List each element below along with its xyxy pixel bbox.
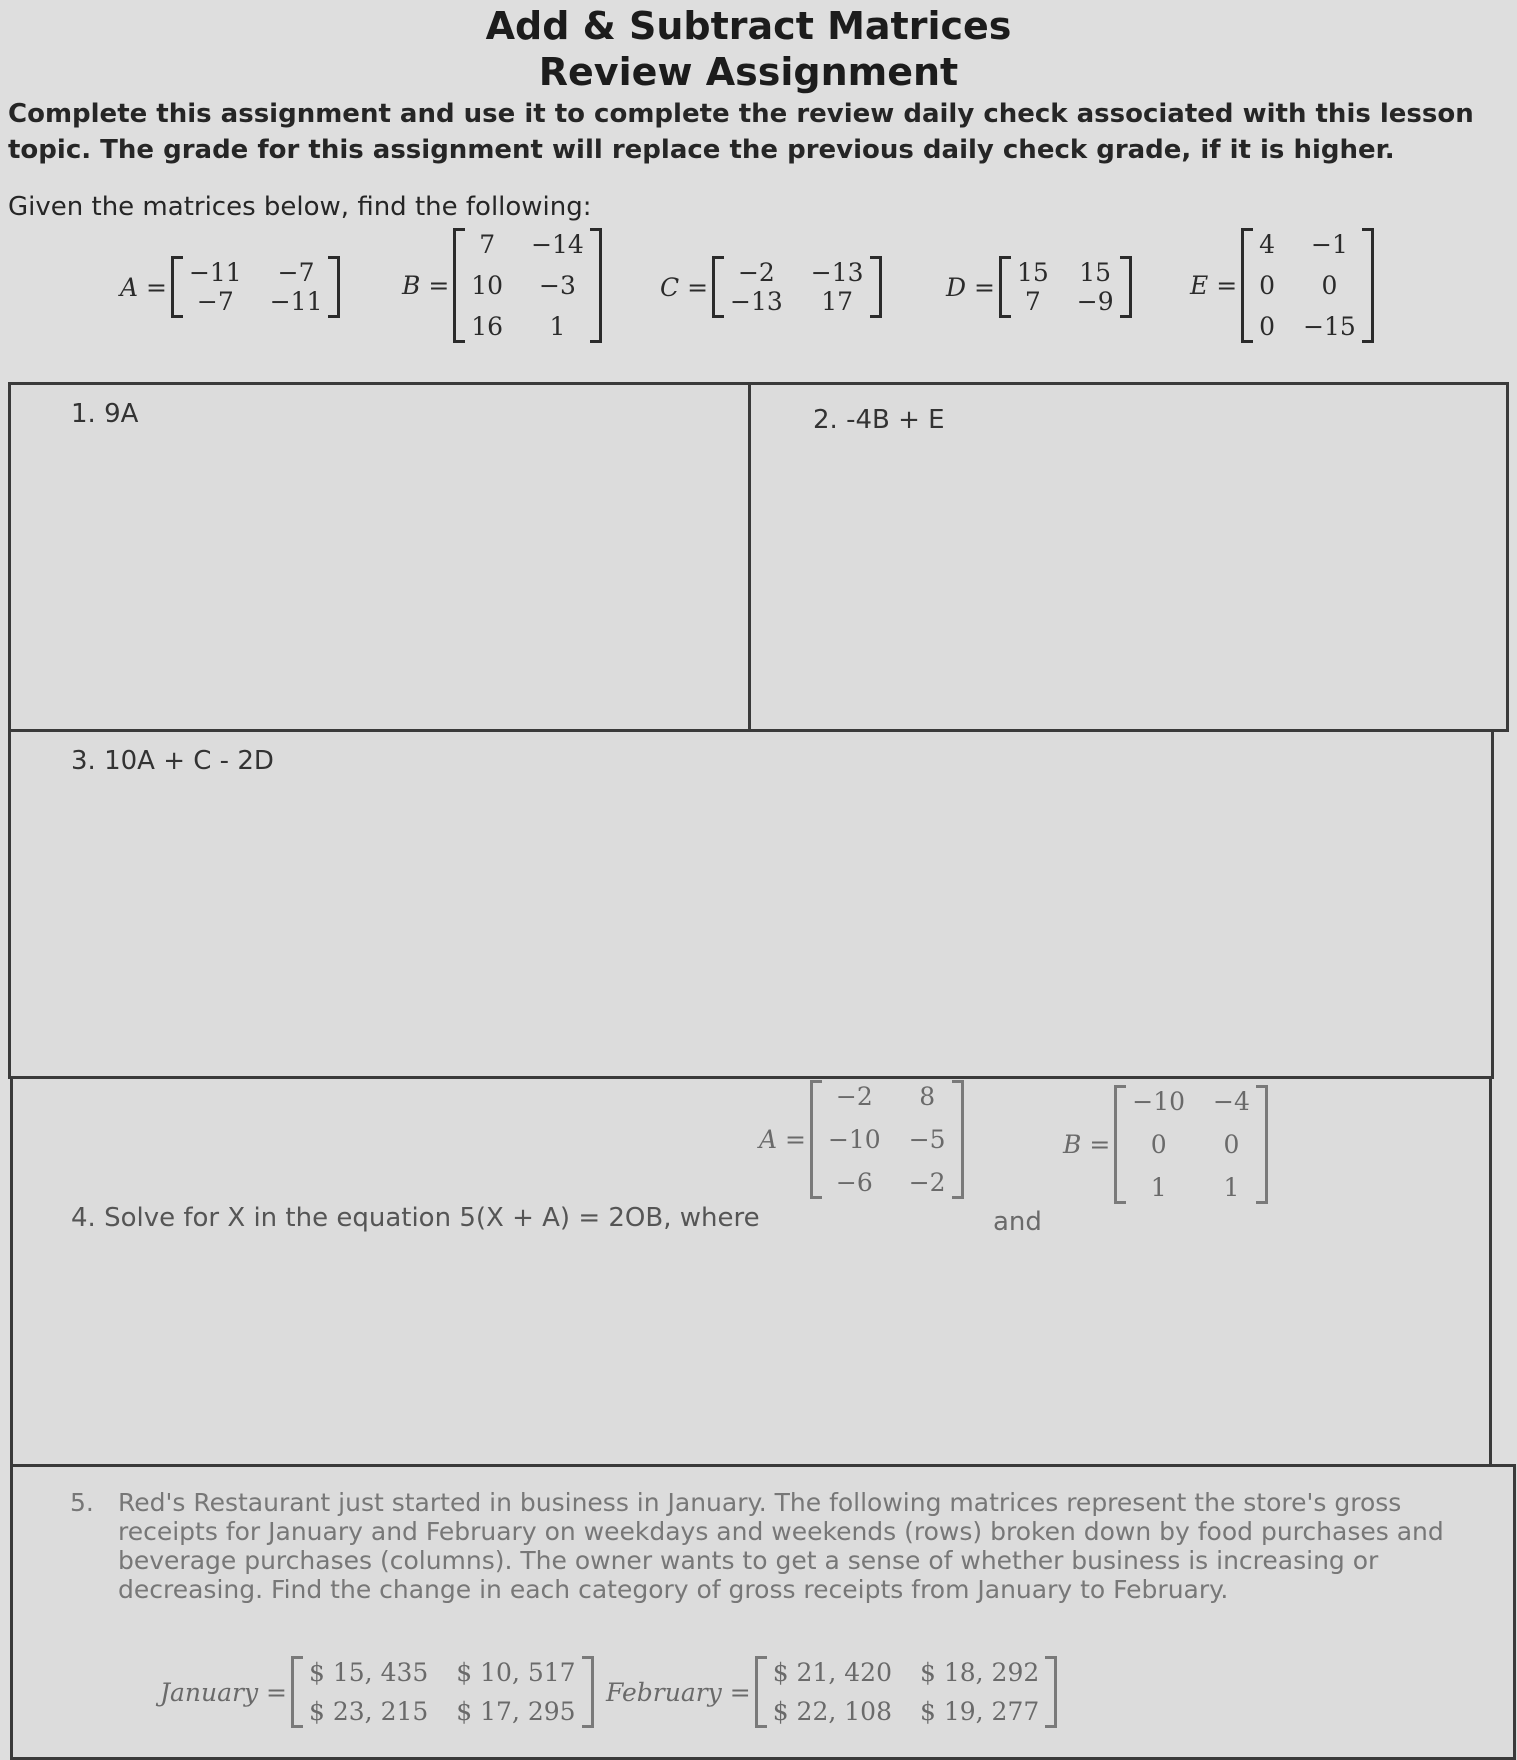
matrix-e-bracket — [1241, 228, 1374, 343]
answer-box-q3[interactable] — [8, 729, 1494, 1079]
matrix-cell: −4 — [1213, 1087, 1250, 1116]
matrix-cell: $ 21, 420 — [772, 1658, 892, 1687]
matrix-cell: −9 — [1076, 287, 1114, 316]
matrix-a-label: A = — [120, 272, 167, 302]
matrix-cell: $ 17, 295 — [456, 1697, 576, 1726]
matrix-cell: 0 — [1321, 271, 1338, 300]
january-label: January = — [160, 1677, 288, 1707]
question-5-text: Red's Restaurant just started in business in January. The following matrices represent the store's gross receipts for January and February on weekdays and weekends (rows) broken down by food purchases and beverage purchases (columns). The owner wants to get a sense of whether business is increasing or decreasing. Find the change in each category of gross receipts from January to February. — [118, 1488, 1444, 1604]
matrix-cell: 0 — [1259, 271, 1276, 300]
q4-matrix-b-bracket — [1114, 1085, 1268, 1204]
matrix-a-bracket — [171, 256, 341, 318]
matrix-cell: −2 — [908, 1168, 946, 1197]
question-5-number: 5. — [70, 1488, 94, 1517]
january-bracket — [291, 1656, 594, 1728]
matrix-cell: 7 — [479, 230, 496, 259]
matrix-c-label: C = — [660, 272, 709, 302]
matrix-e-label: E = — [1190, 271, 1238, 300]
matrix-cell: $ 22, 108 — [772, 1697, 892, 1726]
matrix-c — [660, 256, 882, 318]
matrix-cell: 16 — [471, 312, 504, 341]
matrix-cell: 1 — [549, 312, 566, 341]
matrix-cell: −2 — [835, 1082, 873, 1111]
matrix-b-label: B = — [402, 271, 450, 300]
february-label: February = — [606, 1677, 751, 1707]
q5-january-matrix — [160, 1656, 594, 1728]
question-3: 3. 10A + C - 2D — [71, 746, 274, 776]
matrix-cell: $ 18, 292 — [919, 1658, 1040, 1687]
matrix-cell: −15 — [1303, 312, 1356, 341]
february-bracket — [755, 1656, 1058, 1728]
answer-box-q4[interactable] — [10, 1076, 1492, 1468]
matrix-cell: −11 — [188, 258, 242, 287]
page-subtitle: Review Assignment — [538, 50, 959, 94]
matrix-cell: $ 23, 215 — [309, 1697, 429, 1726]
q4-matrix-b-label: B = — [1063, 1130, 1111, 1159]
question-2: 2. -4B + E — [813, 405, 945, 435]
matrix-e — [1190, 228, 1374, 343]
question-1: 1. 9A — [71, 399, 139, 429]
matrix-cell: $ 10, 517 — [456, 1658, 576, 1687]
matrix-d-label: D = — [946, 272, 995, 302]
matrix-cell: 17 — [821, 287, 854, 316]
matrix-cell: −6 — [835, 1168, 873, 1197]
matrix-cell: 0 — [1223, 1130, 1240, 1159]
answer-box-q1[interactable] — [8, 382, 751, 732]
matrix-d — [946, 256, 1132, 318]
given-text: Given the matrices below, find the following: — [8, 192, 592, 222]
matrix-cell: −3 — [539, 271, 576, 300]
answer-box-q2[interactable] — [748, 382, 1509, 732]
matrix-cell: −10 — [827, 1125, 881, 1154]
matrix-cell: −7 — [196, 287, 234, 316]
q4-matrix-b — [1063, 1085, 1268, 1204]
matrix-b — [402, 228, 602, 343]
question-4: 4. Solve for X in the equation 5(X + A) = 2OB, where — [71, 1203, 760, 1233]
matrix-cell: 8 — [919, 1082, 936, 1111]
q5-february-matrix — [606, 1656, 1057, 1728]
matrix-cell: 1 — [1150, 1173, 1167, 1202]
matrix-d-bracket — [999, 256, 1132, 318]
matrix-a — [120, 256, 340, 318]
matrix-cell: $ 19, 277 — [919, 1697, 1040, 1726]
matrix-cell: −14 — [531, 230, 584, 259]
matrix-cell: 0 — [1259, 312, 1276, 341]
matrix-cell: −5 — [908, 1125, 946, 1154]
matrix-cell: −10 — [1132, 1087, 1186, 1116]
matrix-cell: 1 — [1223, 1173, 1240, 1202]
matrix-cell: 4 — [1259, 230, 1276, 259]
matrix-cell: $ 15, 435 — [309, 1658, 429, 1687]
matrix-cell: 7 — [1024, 287, 1041, 316]
matrix-cell: −2 — [737, 258, 775, 287]
q4-matrix-a-label: A = — [759, 1125, 806, 1154]
matrix-cell: −13 — [730, 287, 783, 316]
matrix-cell: −11 — [269, 287, 323, 316]
q4-matrix-a-bracket — [810, 1080, 964, 1199]
matrix-cell: 0 — [1150, 1130, 1167, 1159]
matrix-cell: 15 — [1079, 258, 1112, 287]
matrix-cell: 10 — [471, 271, 504, 300]
q4-and: and — [993, 1207, 1042, 1237]
matrix-cell: −13 — [810, 258, 864, 287]
instructions: Complete this assignment and use it to complete the review daily check associated with this lesson topic. The grade for this assignment will replace the previous daily check grade, if it is higher. — [8, 99, 1474, 165]
matrix-cell: −1 — [1311, 230, 1348, 259]
page-title: Add & Subtract Matrices — [485, 4, 1012, 48]
matrix-b-bracket — [453, 228, 602, 343]
matrix-c-bracket — [712, 256, 882, 318]
matrix-cell: 15 — [1016, 258, 1049, 287]
q4-matrix-a — [759, 1080, 964, 1199]
matrix-cell: −7 — [277, 258, 315, 287]
